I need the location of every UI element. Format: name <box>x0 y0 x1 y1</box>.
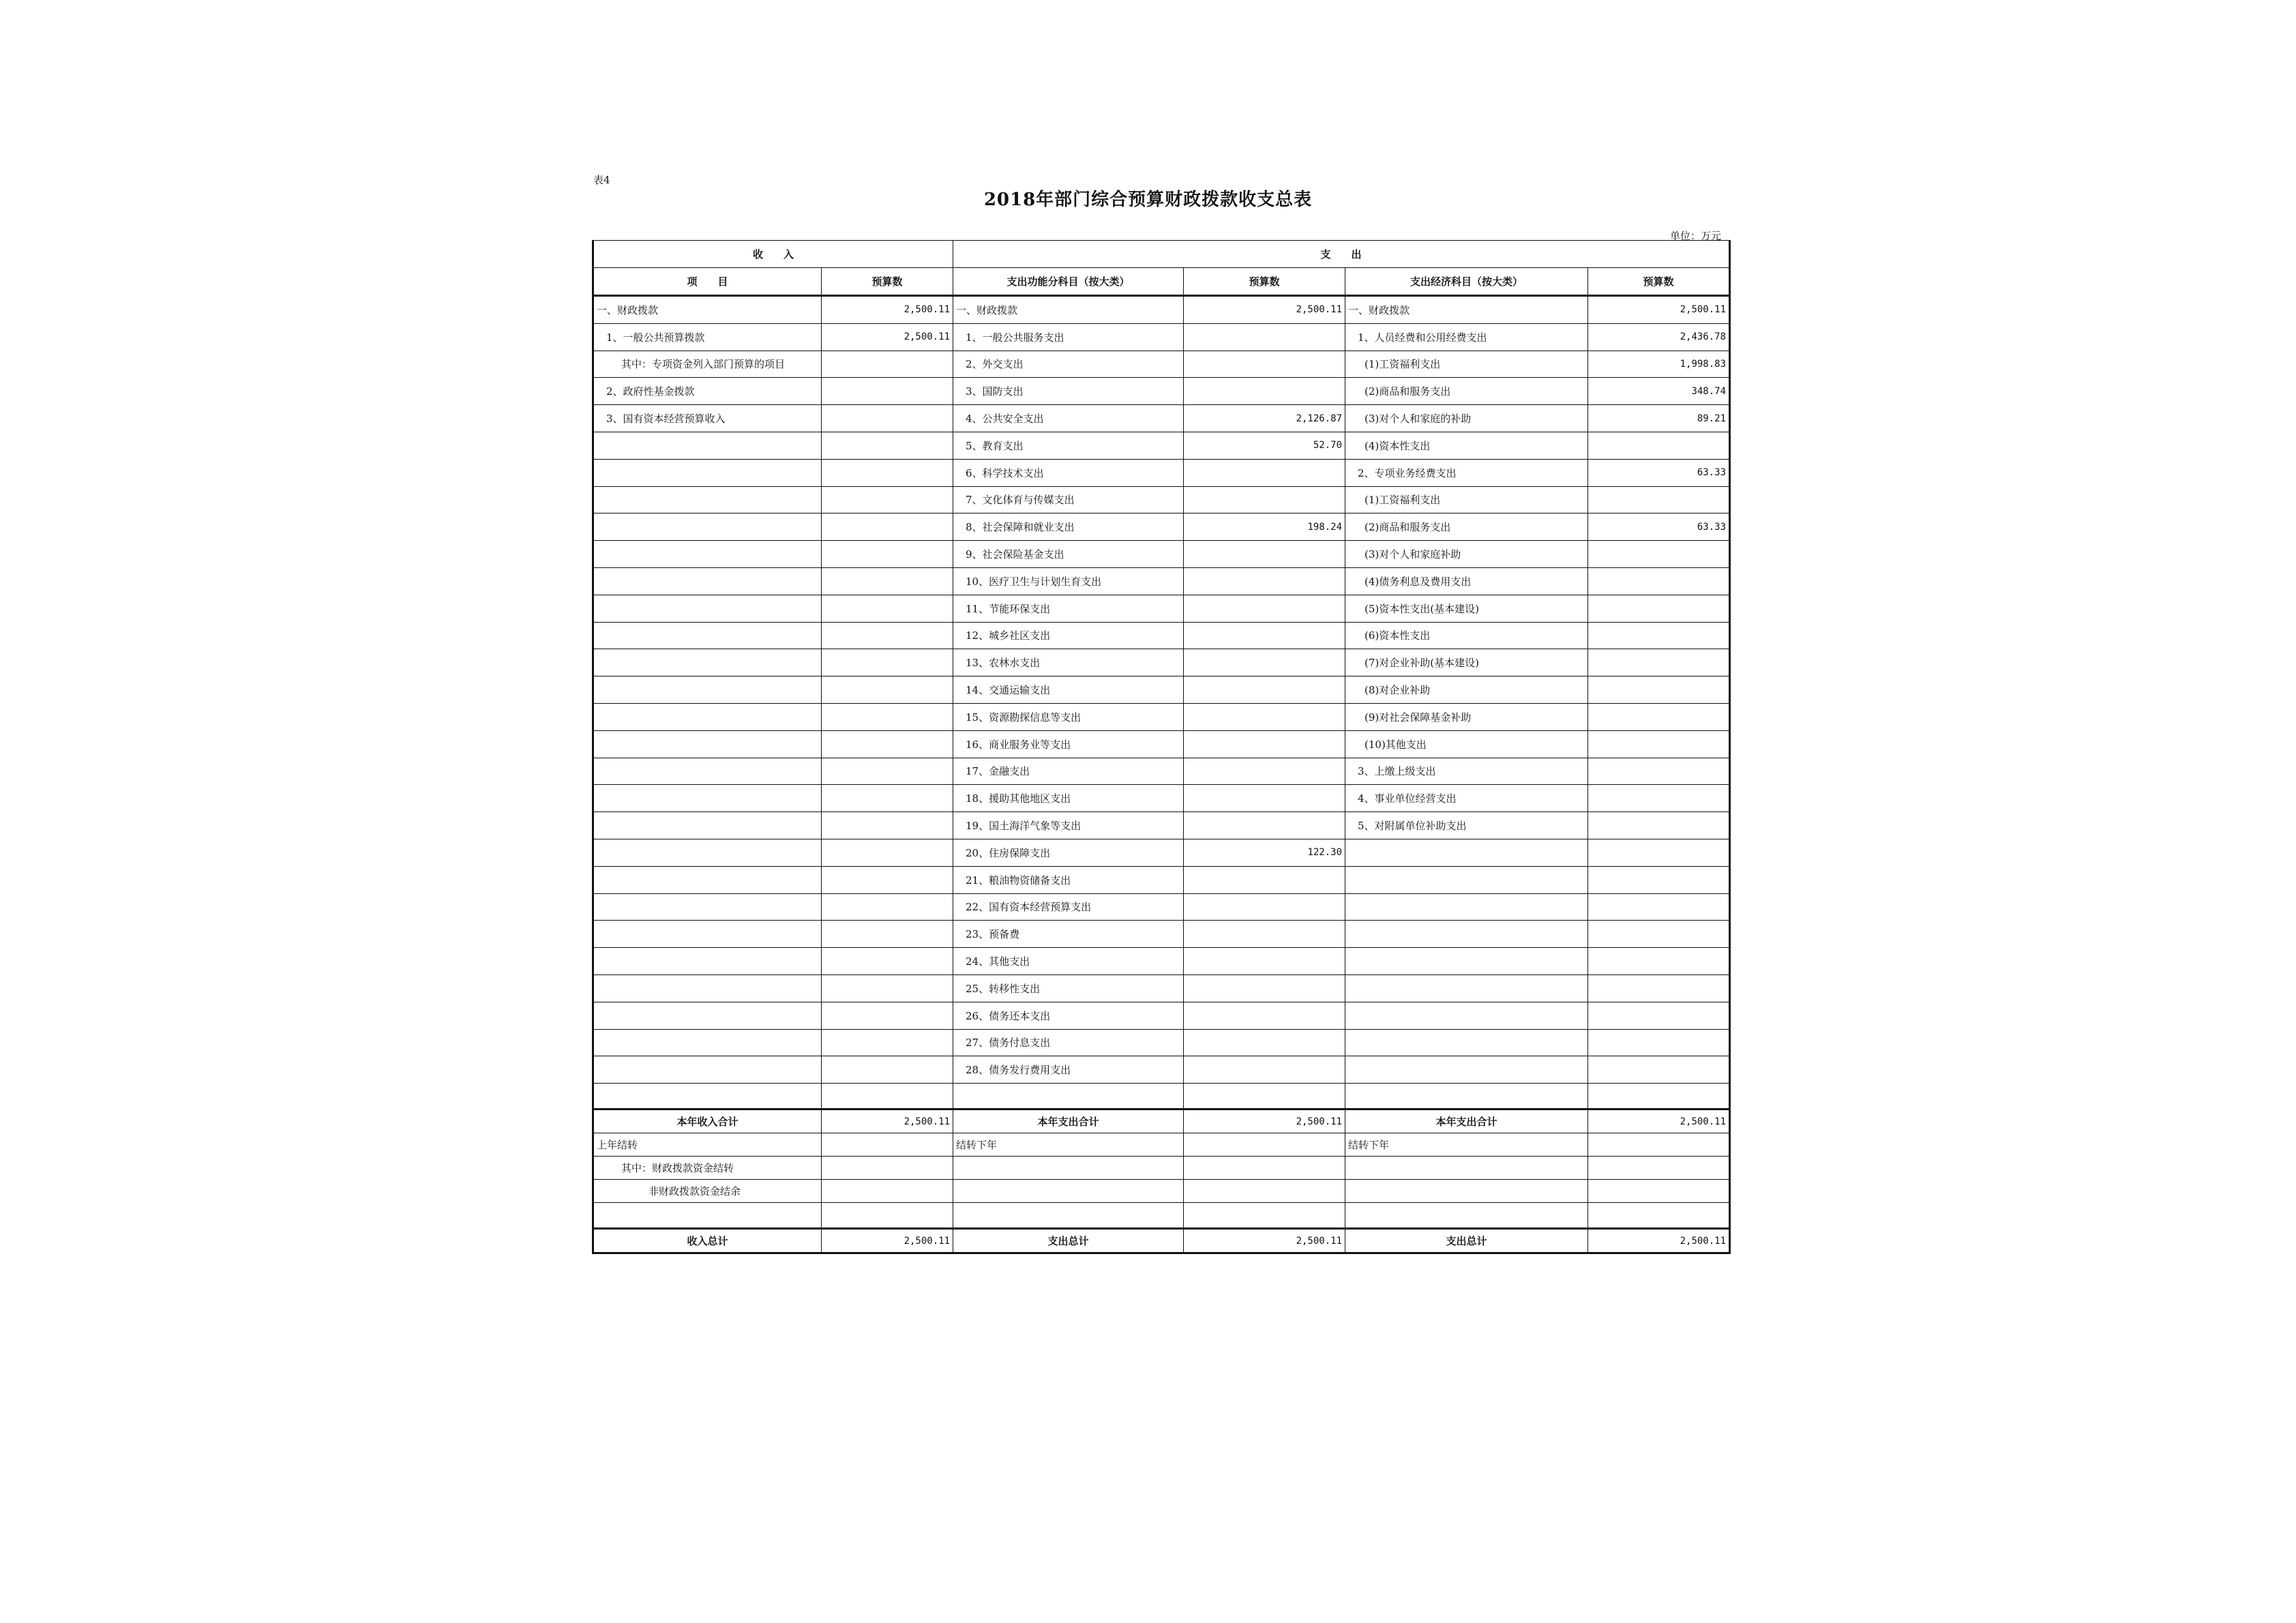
economic-item-cell: 1、人员经费和公用经费支出 <box>1345 323 1588 351</box>
function-budget-cell <box>1184 1157 1345 1180</box>
income-item-cell: 非财政拨款资金结余 <box>593 1180 822 1203</box>
income-budget-cell <box>822 1133 953 1157</box>
function-item-cell: 26、债务还本支出 <box>953 1002 1184 1029</box>
income-item-cell <box>593 459 822 486</box>
table-row <box>593 839 1730 866</box>
economic-item-cell: (3)对个人和家庭的补助 <box>1345 405 1588 432</box>
function-budget-cell <box>1184 567 1345 595</box>
economic-budget-cell <box>1588 1157 1730 1180</box>
income-budget-cell <box>822 595 953 622</box>
economic-budget-cell <box>1588 1056 1730 1084</box>
economic-item-cell <box>1345 1056 1588 1084</box>
function-item-cell: 15、资源勘探信息等支出 <box>953 703 1184 730</box>
table-row <box>593 486 1730 513</box>
income-budget-cell <box>822 839 953 866</box>
income-item-cell <box>593 1084 822 1110</box>
income-item-cell <box>593 893 822 921</box>
function-budget-cell <box>1184 1203 1345 1229</box>
economic-budget-cell <box>1588 866 1730 893</box>
economic-item-cell <box>1345 866 1588 893</box>
economic-budget-cell <box>1588 839 1730 866</box>
economic-item-cell <box>1345 974 1588 1002</box>
economic-item-cell: 本年支出合计 <box>1345 1110 1588 1133</box>
function-item-cell: 6、科学技术支出 <box>953 459 1184 486</box>
income-item-cell <box>593 785 822 812</box>
income-item-cell <box>593 541 822 568</box>
function-item-cell: 14、交通运输支出 <box>953 676 1184 704</box>
economic-item-cell: 5、对附属单位补助支出 <box>1345 812 1588 839</box>
function-budget-cell <box>1184 921 1345 948</box>
economic-budget-cell <box>1588 703 1730 730</box>
income-item-cell <box>593 649 822 676</box>
function-item-cell: 3、国防支出 <box>953 378 1184 405</box>
income-budget-cell <box>822 351 953 378</box>
economic-budget-cell <box>1588 893 1730 921</box>
function-budget-cell: 2,500.11 <box>1184 296 1345 324</box>
function-item-cell: 27、债务付息支出 <box>953 1029 1184 1056</box>
function-item-cell <box>953 1180 1184 1203</box>
function-item-cell: 11、节能环保支出 <box>953 595 1184 622</box>
function-budget-cell <box>1184 812 1345 839</box>
economic-budget-cell <box>1588 921 1730 948</box>
function-budget-cell <box>1184 703 1345 730</box>
economic-item-cell: 结转下年 <box>1345 1133 1588 1157</box>
item-column-header: 项 目 <box>593 268 822 296</box>
function-budget-cell <box>1184 785 1345 812</box>
function-budget-cell <box>1184 758 1345 785</box>
income-budget-cell <box>822 486 953 513</box>
income-budget-cell <box>822 378 953 405</box>
function-item-cell <box>953 1203 1184 1229</box>
economic-item-cell: (2)商品和服务支出 <box>1345 513 1588 541</box>
table-row <box>593 1056 1730 1084</box>
table-row <box>593 676 1730 704</box>
economic-budget-cell: 63.33 <box>1588 459 1730 486</box>
function-budget-cell <box>1184 486 1345 513</box>
function-item-cell: 25、转移性支出 <box>953 974 1184 1002</box>
function-item-cell: 1、一般公共服务支出 <box>953 323 1184 351</box>
table-row <box>593 730 1730 758</box>
economic-item-cell: (4)债务利息及费用支出 <box>1345 567 1588 595</box>
income-item-cell <box>593 866 822 893</box>
table-row <box>593 1029 1730 1056</box>
income-budget-cell <box>822 676 953 704</box>
income-item-cell <box>593 622 822 649</box>
page-title: 2018年部门综合预算财政拨款收支总表 <box>983 190 1313 210</box>
function-item-cell: 8、社会保障和就业支出 <box>953 513 1184 541</box>
economic-budget-cell: 1,998.83 <box>1588 351 1730 378</box>
income-item-cell: 3、国有资本经营预算收入 <box>593 405 822 432</box>
function-budget-cell <box>1184 1056 1345 1084</box>
income-item-cell <box>593 703 822 730</box>
header-row-columns <box>593 268 1730 296</box>
income-item-cell <box>593 1203 822 1229</box>
economic-budget-cell: 2,500.11 <box>1588 1229 1730 1253</box>
function-budget-column-header: 预算数 <box>1184 268 1345 296</box>
function-budget-cell <box>1184 541 1345 568</box>
function-item-cell: 5、教育支出 <box>953 432 1184 459</box>
function-item-cell: 16、商业服务业等支出 <box>953 730 1184 758</box>
function-item-cell: 19、国土海洋气象等支出 <box>953 812 1184 839</box>
table-row <box>593 1084 1730 1110</box>
table-row <box>593 296 1730 324</box>
table-row <box>593 513 1730 541</box>
table-row <box>593 649 1730 676</box>
economic-item-cell: 支出总计 <box>1345 1229 1588 1253</box>
table-label: 表4 <box>593 174 610 186</box>
table-row <box>593 785 1730 812</box>
income-budget-cell <box>822 649 953 676</box>
economic-budget-cell <box>1588 1029 1730 1056</box>
income-budget-cell <box>822 1029 953 1056</box>
income-item-cell: 1、一般公共预算拨款 <box>593 323 822 351</box>
table-row <box>593 948 1730 975</box>
carry-row <box>593 1180 1730 1203</box>
economic-item-cell: 一、财政拨款 <box>1345 296 1588 324</box>
economic-item-cell: (5)资本性支出(基本建设) <box>1345 595 1588 622</box>
income-budget-cell <box>822 703 953 730</box>
income-item-cell <box>593 1029 822 1056</box>
budget-table <box>592 240 1731 1254</box>
table-row <box>593 351 1730 378</box>
income-item-cell <box>593 758 822 785</box>
income-budget-cell <box>822 785 953 812</box>
function-budget-cell <box>1184 622 1345 649</box>
income-budget-cell <box>822 1180 953 1203</box>
function-item-cell: 一、财政拨款 <box>953 296 1184 324</box>
income-item-cell: 收入总计 <box>593 1229 822 1253</box>
income-item-cell <box>593 921 822 948</box>
income-budget-cell: 2,500.11 <box>822 1229 953 1253</box>
income-item-cell <box>593 1056 822 1084</box>
function-item-cell: 结转下年 <box>953 1133 1184 1157</box>
economic-budget-cell <box>1588 567 1730 595</box>
income-budget-cell <box>822 1203 953 1229</box>
economic-budget-cell <box>1588 785 1730 812</box>
function-item-cell: 本年支出合计 <box>953 1110 1184 1133</box>
economic-budget-cell <box>1588 622 1730 649</box>
function-budget-cell <box>1184 1084 1345 1110</box>
economic-budget-column-header: 预算数 <box>1588 268 1730 296</box>
income-budget-cell <box>822 1157 953 1180</box>
economic-item-cell: 3、上缴上级支出 <box>1345 758 1588 785</box>
economic-item-cell <box>1345 839 1588 866</box>
subtotal-row <box>593 1110 1730 1133</box>
function-budget-cell: 52.70 <box>1184 432 1345 459</box>
income-item-cell: 本年收入合计 <box>593 1110 822 1133</box>
function-budget-cell <box>1184 649 1345 676</box>
economic-budget-cell: 2,436.78 <box>1588 323 1730 351</box>
economic-class-column-header: 支出经济科目（按大类） <box>1345 268 1588 296</box>
function-item-cell <box>953 1157 1184 1180</box>
economic-item-cell: (7)对企业补助(基本建设) <box>1345 649 1588 676</box>
income-item-cell <box>593 1002 822 1029</box>
function-budget-cell: 2,500.11 <box>1184 1229 1345 1253</box>
economic-item-cell <box>1345 1157 1588 1180</box>
carry-row <box>593 1203 1730 1229</box>
table-row <box>593 921 1730 948</box>
income-budget-cell <box>822 758 953 785</box>
function-budget-cell: 2,126.87 <box>1184 405 1345 432</box>
function-budget-cell <box>1184 1029 1345 1056</box>
function-item-cell: 28、债务发行费用支出 <box>953 1056 1184 1084</box>
function-item-cell <box>953 1084 1184 1110</box>
function-budget-cell: 2,500.11 <box>1184 1110 1345 1133</box>
income-item-cell <box>593 486 822 513</box>
income-item-cell: 一、财政拨款 <box>593 296 822 324</box>
income-item-cell <box>593 676 822 704</box>
income-budget-column-header: 预算数 <box>822 268 953 296</box>
economic-budget-cell <box>1588 758 1730 785</box>
function-item-cell: 12、城乡社区支出 <box>953 622 1184 649</box>
carry-row <box>593 1133 1730 1157</box>
economic-item-cell <box>1345 1002 1588 1029</box>
economic-item-cell: (6)资本性支出 <box>1345 622 1588 649</box>
function-budget-cell <box>1184 730 1345 758</box>
function-budget-cell: 198.24 <box>1184 513 1345 541</box>
economic-budget-cell: 63.33 <box>1588 513 1730 541</box>
function-budget-cell <box>1184 595 1345 622</box>
economic-item-cell: 4、事业单位经营支出 <box>1345 785 1588 812</box>
function-item-cell: 支出总计 <box>953 1229 1184 1253</box>
income-budget-cell <box>822 893 953 921</box>
economic-item-cell: 2、专项业务经费支出 <box>1345 459 1588 486</box>
economic-item-cell: (3)对个人和家庭补助 <box>1345 541 1588 568</box>
carry-row <box>593 1157 1730 1180</box>
table-row <box>593 703 1730 730</box>
table-row <box>593 459 1730 486</box>
economic-budget-cell <box>1588 1180 1730 1203</box>
income-budget-cell <box>822 812 953 839</box>
income-item-cell <box>593 432 822 459</box>
function-item-cell: 23、预备费 <box>953 921 1184 948</box>
income-header: 收 入 <box>593 241 953 268</box>
function-item-cell: 4、公共安全支出 <box>953 405 1184 432</box>
income-budget-cell <box>822 1002 953 1029</box>
function-item-cell: 20、住房保障支出 <box>953 839 1184 866</box>
economic-budget-cell: 2,500.11 <box>1588 1110 1730 1133</box>
income-budget-cell <box>822 513 953 541</box>
economic-budget-cell <box>1588 974 1730 1002</box>
income-budget-cell <box>822 1084 953 1110</box>
table-row <box>593 974 1730 1002</box>
function-budget-cell <box>1184 378 1345 405</box>
income-budget-cell: 2,500.11 <box>822 296 953 324</box>
income-item-cell <box>593 730 822 758</box>
income-budget-cell: 2,500.11 <box>822 1110 953 1133</box>
economic-item-cell <box>1345 948 1588 975</box>
economic-item-cell: (1)工资福利支出 <box>1345 486 1588 513</box>
function-item-cell: 17、金融支出 <box>953 758 1184 785</box>
income-item-cell: 其中：财政拨款资金结转 <box>593 1157 822 1180</box>
table-row <box>593 758 1730 785</box>
table-row <box>593 432 1730 459</box>
income-item-cell <box>593 812 822 839</box>
economic-budget-cell <box>1588 649 1730 676</box>
function-item-cell: 10、医疗卫生与计划生育支出 <box>953 567 1184 595</box>
function-item-cell: 24、其他支出 <box>953 948 1184 975</box>
economic-item-cell <box>1345 1203 1588 1229</box>
economic-budget-cell <box>1588 595 1730 622</box>
function-item-cell: 2、外交支出 <box>953 351 1184 378</box>
economic-budget-cell <box>1588 1133 1730 1157</box>
income-budget-cell <box>822 921 953 948</box>
economic-budget-cell: 89.21 <box>1588 405 1730 432</box>
header-row-top <box>593 241 1730 268</box>
function-budget-cell <box>1184 1002 1345 1029</box>
income-budget-cell: 2,500.11 <box>822 323 953 351</box>
income-budget-cell <box>822 866 953 893</box>
expense-header: 支 出 <box>953 241 1730 268</box>
economic-budget-cell <box>1588 676 1730 704</box>
economic-budget-cell <box>1588 812 1730 839</box>
income-budget-cell <box>822 541 953 568</box>
income-item-cell <box>593 974 822 1002</box>
function-budget-cell <box>1184 948 1345 975</box>
economic-budget-cell: 2,500.11 <box>1588 296 1730 324</box>
table-row <box>593 595 1730 622</box>
economic-budget-cell <box>1588 1203 1730 1229</box>
economic-budget-cell <box>1588 432 1730 459</box>
economic-item-cell <box>1345 1084 1588 1110</box>
economic-item-cell: (4)资本性支出 <box>1345 432 1588 459</box>
income-budget-cell <box>822 948 953 975</box>
economic-item-cell: (2)商品和服务支出 <box>1345 378 1588 405</box>
table-row <box>593 567 1730 595</box>
economic-item-cell <box>1345 893 1588 921</box>
economic-budget-cell <box>1588 541 1730 568</box>
function-item-cell: 22、国有资本经营预算支出 <box>953 893 1184 921</box>
economic-budget-cell <box>1588 948 1730 975</box>
function-item-cell: 18、援助其他地区支出 <box>953 785 1184 812</box>
income-item-cell <box>593 567 822 595</box>
income-budget-cell <box>822 567 953 595</box>
table-row <box>593 378 1730 405</box>
grand-total-row <box>593 1229 1730 1253</box>
table-row <box>593 323 1730 351</box>
income-item-cell <box>593 595 822 622</box>
function-budget-cell <box>1184 1180 1345 1203</box>
economic-budget-cell <box>1588 486 1730 513</box>
function-budget-cell <box>1184 866 1345 893</box>
function-budget-cell <box>1184 893 1345 921</box>
economic-item-cell: (8)对企业补助 <box>1345 676 1588 704</box>
function-budget-cell <box>1184 323 1345 351</box>
income-budget-cell <box>822 459 953 486</box>
economic-item-cell: (1)工资福利支出 <box>1345 351 1588 378</box>
income-budget-cell <box>822 974 953 1002</box>
function-item-cell: 9、社会保险基金支出 <box>953 541 1184 568</box>
economic-item-cell <box>1345 1180 1588 1203</box>
function-budget-cell <box>1184 459 1345 486</box>
income-item-cell: 2、政府性基金拨款 <box>593 378 822 405</box>
economic-item-cell: (10)其他支出 <box>1345 730 1588 758</box>
function-budget-cell <box>1184 974 1345 1002</box>
economic-budget-cell: 348.74 <box>1588 378 1730 405</box>
economic-item-cell: (9)对社会保障基金补助 <box>1345 703 1588 730</box>
economic-item-cell <box>1345 921 1588 948</box>
income-budget-cell <box>822 432 953 459</box>
economic-budget-cell <box>1588 730 1730 758</box>
table-row <box>593 405 1730 432</box>
income-item-cell: 其中：专项资金列入部门预算的项目 <box>593 351 822 378</box>
income-budget-cell <box>822 730 953 758</box>
income-item-cell <box>593 948 822 975</box>
unit-label: 单位：万元 <box>1669 230 1721 242</box>
income-item-cell: 上年结转 <box>593 1133 822 1157</box>
function-item-cell: 7、文化体育与传媒支出 <box>953 486 1184 513</box>
function-budget-cell <box>1184 1133 1345 1157</box>
table-row <box>593 866 1730 893</box>
income-budget-cell <box>822 1056 953 1084</box>
table-row <box>593 812 1730 839</box>
function-class-column-header: 支出功能分科目（按大类） <box>953 268 1184 296</box>
function-budget-cell <box>1184 351 1345 378</box>
table-row <box>593 1002 1730 1029</box>
economic-budget-cell <box>1588 1084 1730 1110</box>
table-row <box>593 541 1730 568</box>
function-budget-cell <box>1184 676 1345 704</box>
function-item-cell: 13、农林水支出 <box>953 649 1184 676</box>
function-budget-cell: 122.30 <box>1184 839 1345 866</box>
function-item-cell: 21、粮油物资储备支出 <box>953 866 1184 893</box>
income-budget-cell <box>822 622 953 649</box>
income-budget-cell <box>822 405 953 432</box>
table-row <box>593 622 1730 649</box>
income-item-cell <box>593 513 822 541</box>
income-item-cell <box>593 839 822 866</box>
economic-budget-cell <box>1588 1002 1730 1029</box>
table-row <box>593 893 1730 921</box>
economic-item-cell <box>1345 1029 1588 1056</box>
